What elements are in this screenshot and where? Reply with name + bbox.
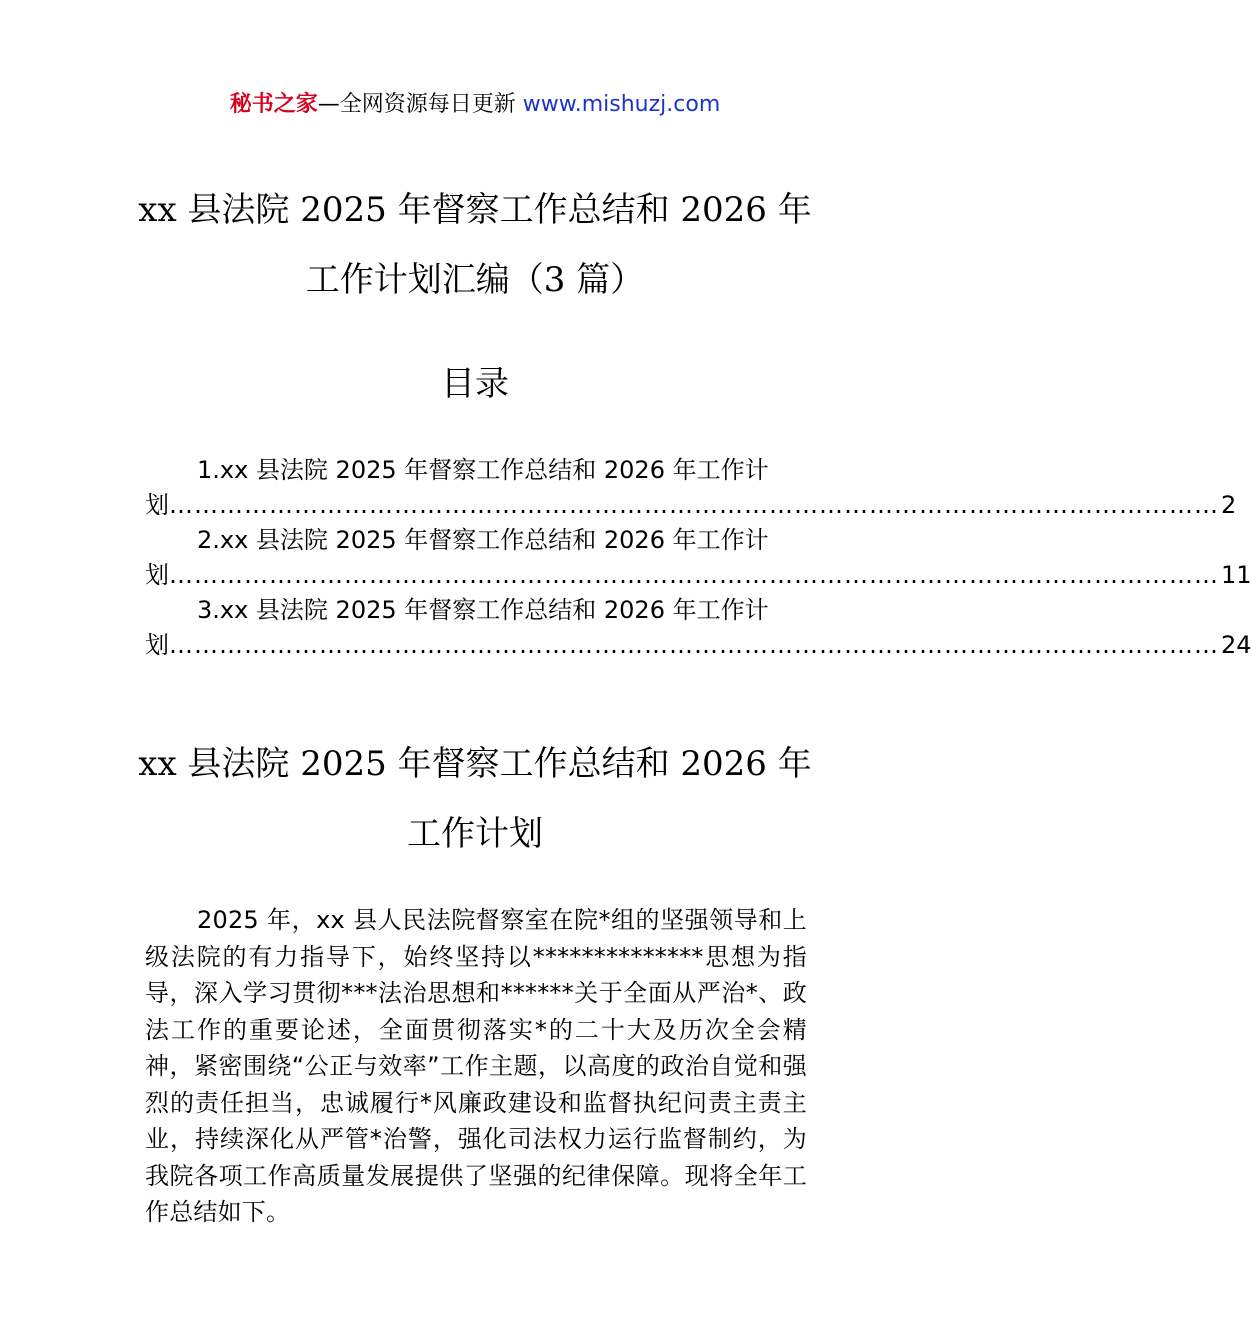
table-of-contents <box>145 452 1252 662</box>
toc-entry[interactable] <box>145 452 1237 522</box>
toc-entry-title: 2.xx 县法院 2025 年督察工作总结和 2026 年工作计 <box>197 526 769 554</box>
toc-entry[interactable] <box>145 522 1252 592</box>
toc-entry-title-tail: 划 <box>145 561 169 589</box>
toc-entry[interactable] <box>145 592 1252 662</box>
site-tagline: —全网资源每日更新 <box>317 92 523 117</box>
site-url-link[interactable]: www.mishuzj.com <box>522 92 721 117</box>
section-title-line-2: 工作计划 <box>407 814 543 854</box>
toc-entry-title-tail: 划 <box>145 631 169 659</box>
toc-heading: 目录 <box>441 364 509 404</box>
section-paragraph: 2025 年，xx 县人民法院督察室在院*组的坚强领导和上级法院的有力指导下，始终坚持以**************思想为指导，深入学习贯彻***法治思想和******关于全面从严治*、政法工作的重要论述，全面贯彻落实*的二十大及历次全会精神，紧密围绕“公正与效率”工作主题，以高度的政治自觉和强烈的责任担当，忠诚履行*风廉政建设和监督执纪问责主责主业，持续深化从严管*治警，强化司法权力运行监督制约，为我院各项工作高质量发展提供了坚强的纪律保障。现将全年工作总结如下。 <box>145 906 807 1226</box>
toc-entry-title: 1.xx 县法院 2025 年督察工作总结和 2026 年工作计 <box>197 456 769 484</box>
toc-entry-title-tail: 划 <box>145 491 169 519</box>
site-brand: 秘书之家 <box>229 92 318 117</box>
toc-entry-page: 24 <box>1221 631 1252 659</box>
toc-leader-dots: ……………………………………………………………………………………………………………… <box>169 561 1219 589</box>
section-title-line-1: xx 县法院 2025 年督察工作总结和 2026 年 <box>138 744 812 784</box>
toc-entry-page: 11 <box>1221 561 1252 589</box>
site-header <box>0 88 950 122</box>
toc-leader-dots: ……………………………………………………………………………………………………………… <box>169 491 1219 519</box>
document-title-line-2: 工作计划汇编（3 篇） <box>305 260 645 300</box>
toc-leader-dots: ……………………………………………………………………………………………………………… <box>169 631 1219 659</box>
toc-entry-title: 3.xx 县法院 2025 年督察工作总结和 2026 年工作计 <box>197 596 769 624</box>
document-title-line-1: xx 县法院 2025 年督察工作总结和 2026 年 <box>138 190 812 230</box>
toc-entry-page: 2 <box>1221 491 1237 519</box>
